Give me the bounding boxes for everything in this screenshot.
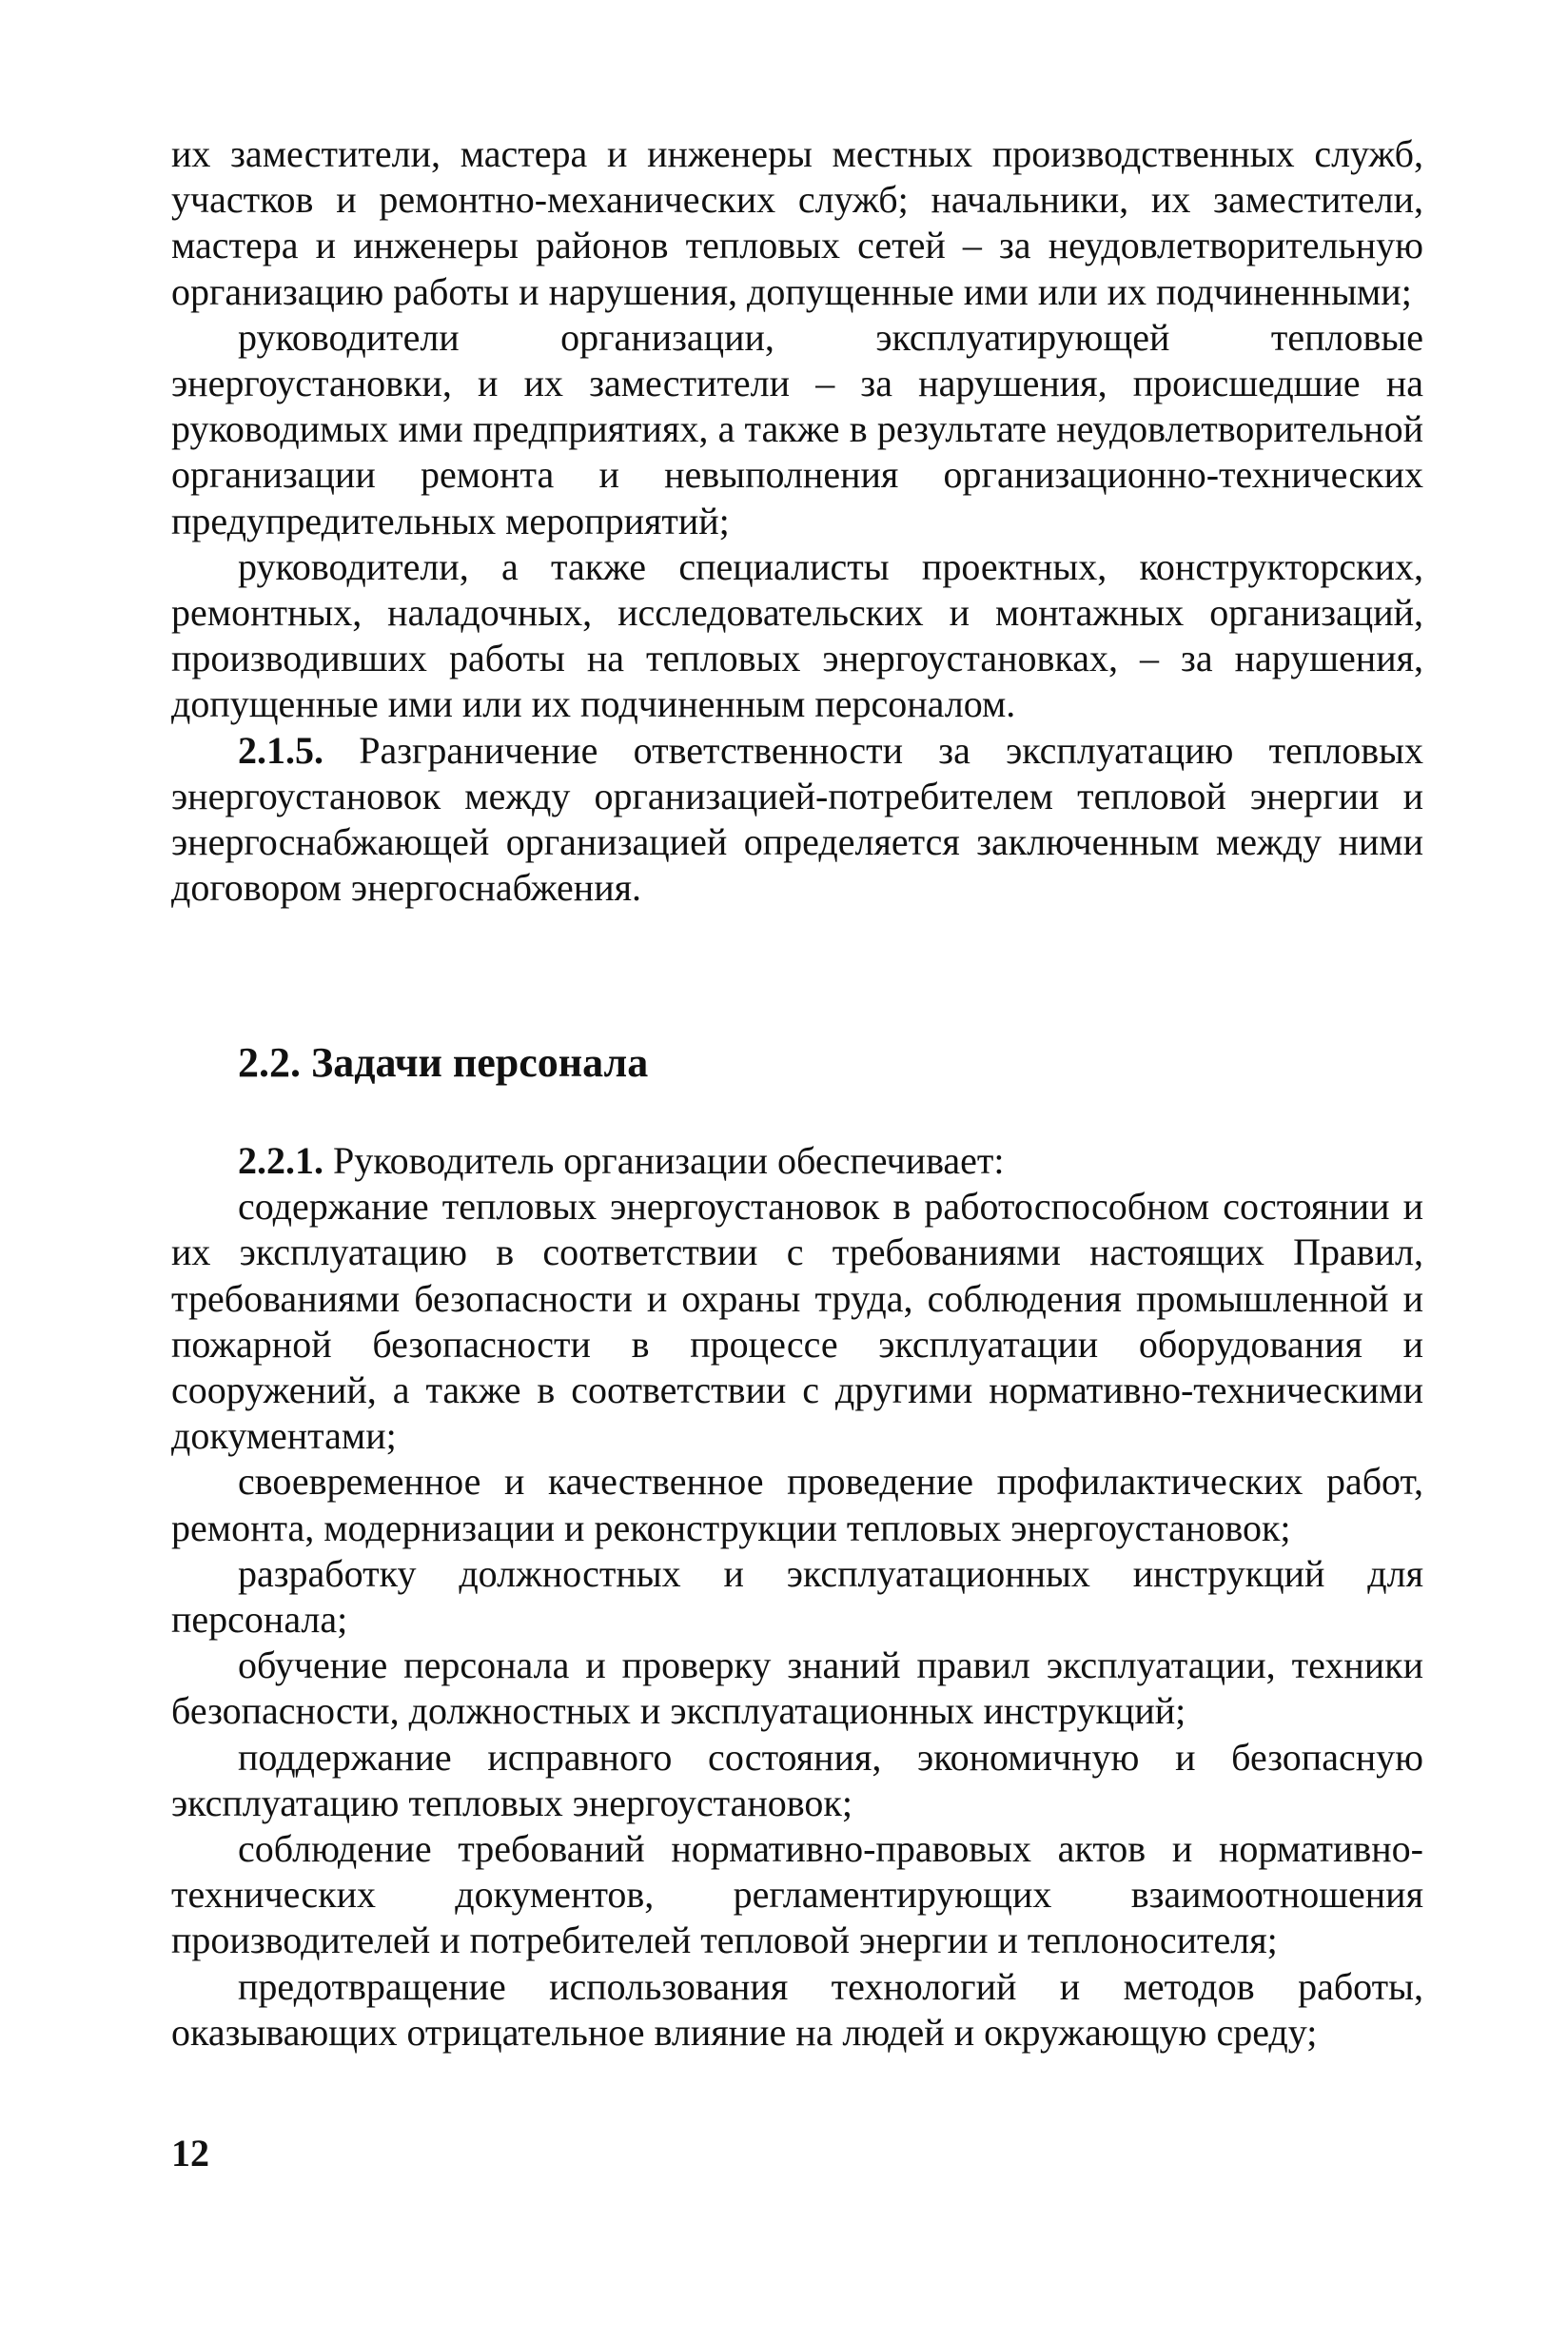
clause-2-1-5: [171, 728, 1423, 912]
list-item: своевременное и качественное проведение профилактических работ, ремонта, модернизации и реконструкции тепловых энергоустановок;: [171, 1460, 1423, 1549]
clause-number: 2.1.5.: [238, 728, 323, 772]
clause-number: 2.2.1.: [238, 1139, 323, 1182]
list-item: соблюдение требований нормативно-правовых актов и нормативно-технических документов, регламентирующих взаимоотношения производителей и потребителей тепловой энергии и теплоносителя;: [171, 1827, 1423, 1962]
list-item: предотвращение использования технологий и методов работы, оказывающих отрицательное влияние на людей и окружающую среду;: [171, 1964, 1423, 2054]
section-2-2-body: [171, 1138, 1423, 2056]
section-2-1-continuation: [171, 131, 1423, 911]
list-item: поддержание исправного состояния, экономичную и безопасную эксплуатацию тепловых энергоустановок;: [171, 1735, 1423, 1824]
list-item: обучение персонала и проверку знаний правил эксплуатации, техники безопасности, должностных и эксплуатационных инструкций;: [171, 1643, 1423, 1733]
list-item: разработку должностных и эксплуатационных инструкций для персонала;: [171, 1551, 1423, 1642]
paragraph-continued: их заместители, мастера и инженеры местных производственных служб, участков и ремонтно-механических служб; начальники, их заместители, мастера и инженеры районов тепловых сетей – за неудовлетворительную организацию работы и нарушения, допущенные ими или их подчиненными;: [171, 132, 1423, 313]
list-item: содержание тепловых энергоустановок в работоспособном состоянии и их эксплуатацию в соответствии с требованиями настоящих Правил, требованиями безопасности и охраны труда, соблюдения промышленной и пожарной безопасности в процессе эксплуатации оборудования и сооружений, а также в соответствии с другими нормативно-техническими документами;: [171, 1185, 1423, 1458]
section-heading: 2.2. Задачи персонала: [238, 1039, 649, 1086]
clause-text: Разграничение ответственности за эксплуатацию тепловых энергоустановок между организацией-потребителем тепловой энергии и энергоснабжающей организацией определяется заключенным между ними договором энергоснабжения.: [171, 728, 1423, 910]
paragraph: руководители, а также специалисты проектных, конструкторских, ремонтных, наладочных, исследовательских и монтажных организаций, производивших работы на тепловых энергоустановках, – за нарушения, допущенные ими или их подчиненным персоналом.: [171, 544, 1423, 726]
clause-2-2-1: [171, 1138, 1423, 1184]
paragraph: руководители организации, эксплуатирующей тепловые энергоустановки, и их заместители – за нарушения, происшедшие на руководимых ими предприятиях, а также в результате неудовлетворительной организации ремонта и невыполнения организационно-технических предупредительных мероприятий;: [171, 315, 1423, 542]
page-number: 12: [171, 2132, 209, 2175]
clause-text: Руководитель организации обеспечивает:: [323, 1139, 1005, 1182]
